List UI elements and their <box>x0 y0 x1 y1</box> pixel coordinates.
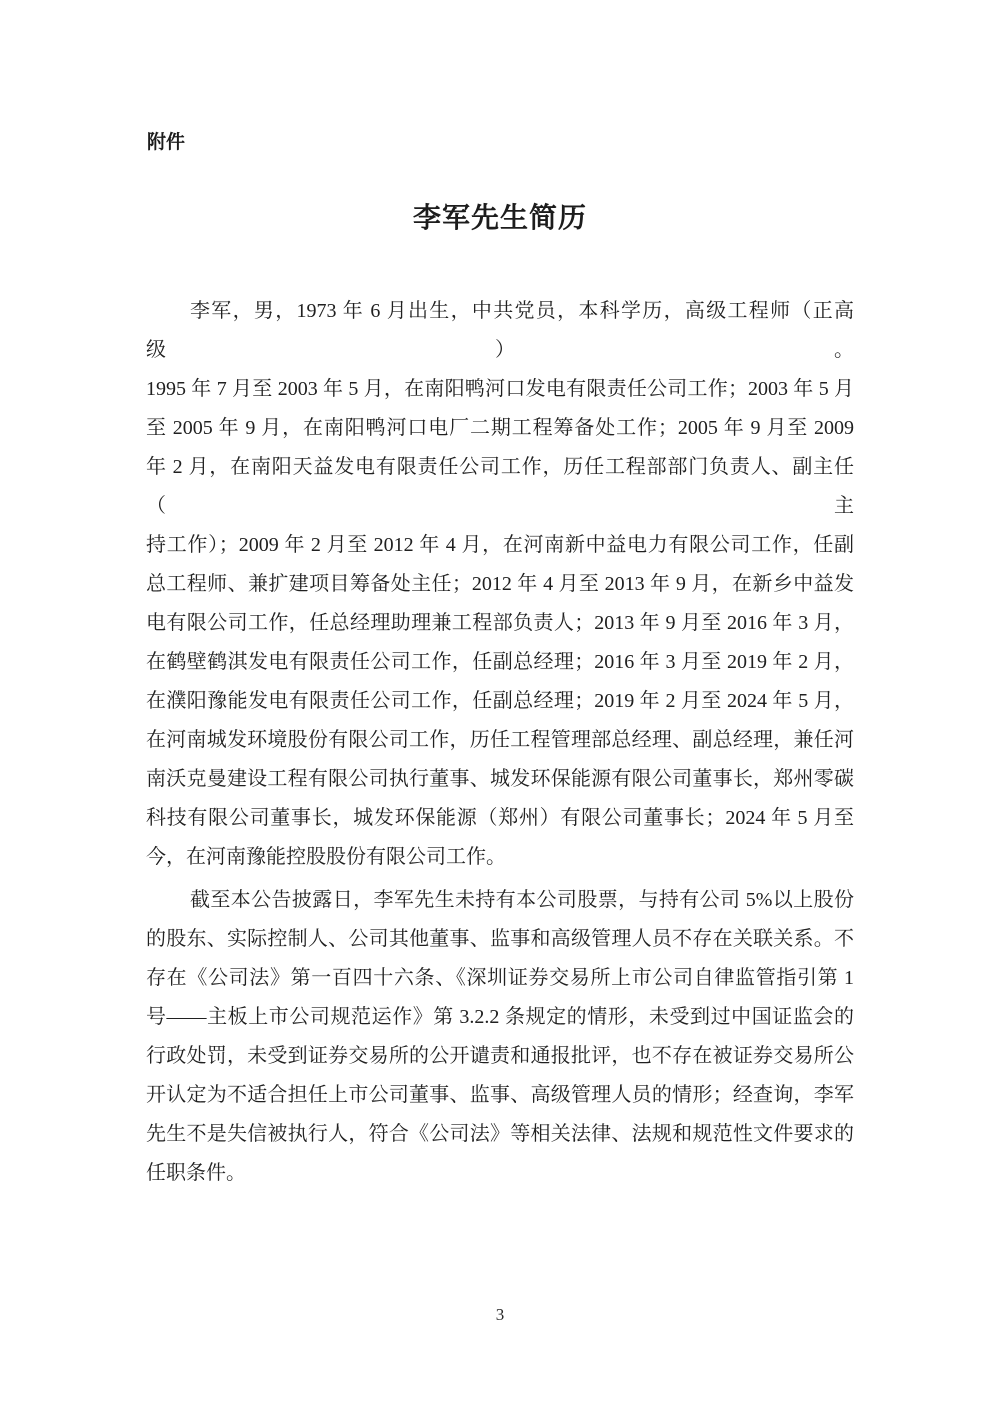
text-line: 存在《公司法》第一百四十六条、《深圳证券交易所上市公司自律监管指引第 1 <box>146 967 854 989</box>
text-line: 开认定为不适合担任上市公司董事、监事、高级管理人员的情形；经查询，李军 <box>146 1084 854 1106</box>
text-line: 先生不是失信被执行人，符合《公司法》等相关法律、法规和规范性文件要求的 <box>146 1123 854 1145</box>
text-line: 电有限公司工作，任总经理助理兼工程部负责人；2013 年 9 月至 2016 年 3 月， <box>146 612 854 634</box>
text-line: 截至本公告披露日，李军先生未持有本公司股票，与持有公司 5%以上股份 <box>190 889 854 911</box>
text-line: 号——主板上市公司规范运作》第 3.2.2 条规定的情形，未受到过中国证监会的 <box>146 1006 854 1028</box>
text-line: 李军，男，1973 年 6 月出生，中共党员，本科学历，高级工程师（正高级）。 <box>146 300 854 361</box>
text-line: 科技有限公司董事长，城发环保能源（郑州）有限公司董事长；2024 年 5 月至 <box>146 807 854 829</box>
document-body <box>146 292 854 1193</box>
text-line: 至 2005 年 9 月，在南阳鸭河口电厂二期工程筹备处工作；2005 年 9 月至 2009 <box>146 417 854 439</box>
text-line: 今，在河南豫能控股股份有限公司工作。 <box>146 846 506 868</box>
attachment-label: 附件 <box>147 132 186 153</box>
text-line: 总工程师、兼扩建项目筹备处主任；2012 年 4 月至 2013 年 9 月，在新乡中益发 <box>146 573 854 595</box>
text-line: 南沃克曼建设工程有限公司执行董事、城发环保能源有限公司董事长，郑州零碳 <box>146 768 854 790</box>
text-line: 在鹤壁鹤淇发电有限责任公司工作，任副总经理；2016 年 3 月至 2019 年 2 月， <box>146 651 854 673</box>
text-line: 行政处罚，未受到证券交易所的公开谴责和通报批评，也不存在被证券交易所公 <box>146 1045 854 1067</box>
text-line: 年 2 月，在南阳天益发电有限责任公司工作，历任工程部部门负责人、副主任（主 <box>146 456 854 517</box>
paragraph <box>146 292 854 877</box>
page-number: 3 <box>495 1305 505 1324</box>
text-line: 在濮阳豫能发电有限责任公司工作，任副总经理；2019 年 2 月至 2024 年 5 月， <box>146 690 854 712</box>
text-line: 持工作）；2009 年 2 月至 2012 年 4 月，在河南新中益电力有限公司工作，任副 <box>146 534 854 556</box>
text-line: 的股东、实际控制人、公司其他董事、监事和高级管理人员不存在关联关系。不 <box>146 928 854 950</box>
paragraph <box>146 881 854 1193</box>
text-line: 任职条件。 <box>146 1162 246 1184</box>
page-title: 李军先生简历 <box>412 203 587 234</box>
text-line: 1995 年 7 月至 2003 年 5 月，在南阳鸭河口发电有限责任公司工作；2003 年 5 月 <box>146 378 854 400</box>
text-line: 在河南城发环境股份有限公司工作，历任工程管理部总经理、副总经理，兼任河 <box>146 729 854 751</box>
